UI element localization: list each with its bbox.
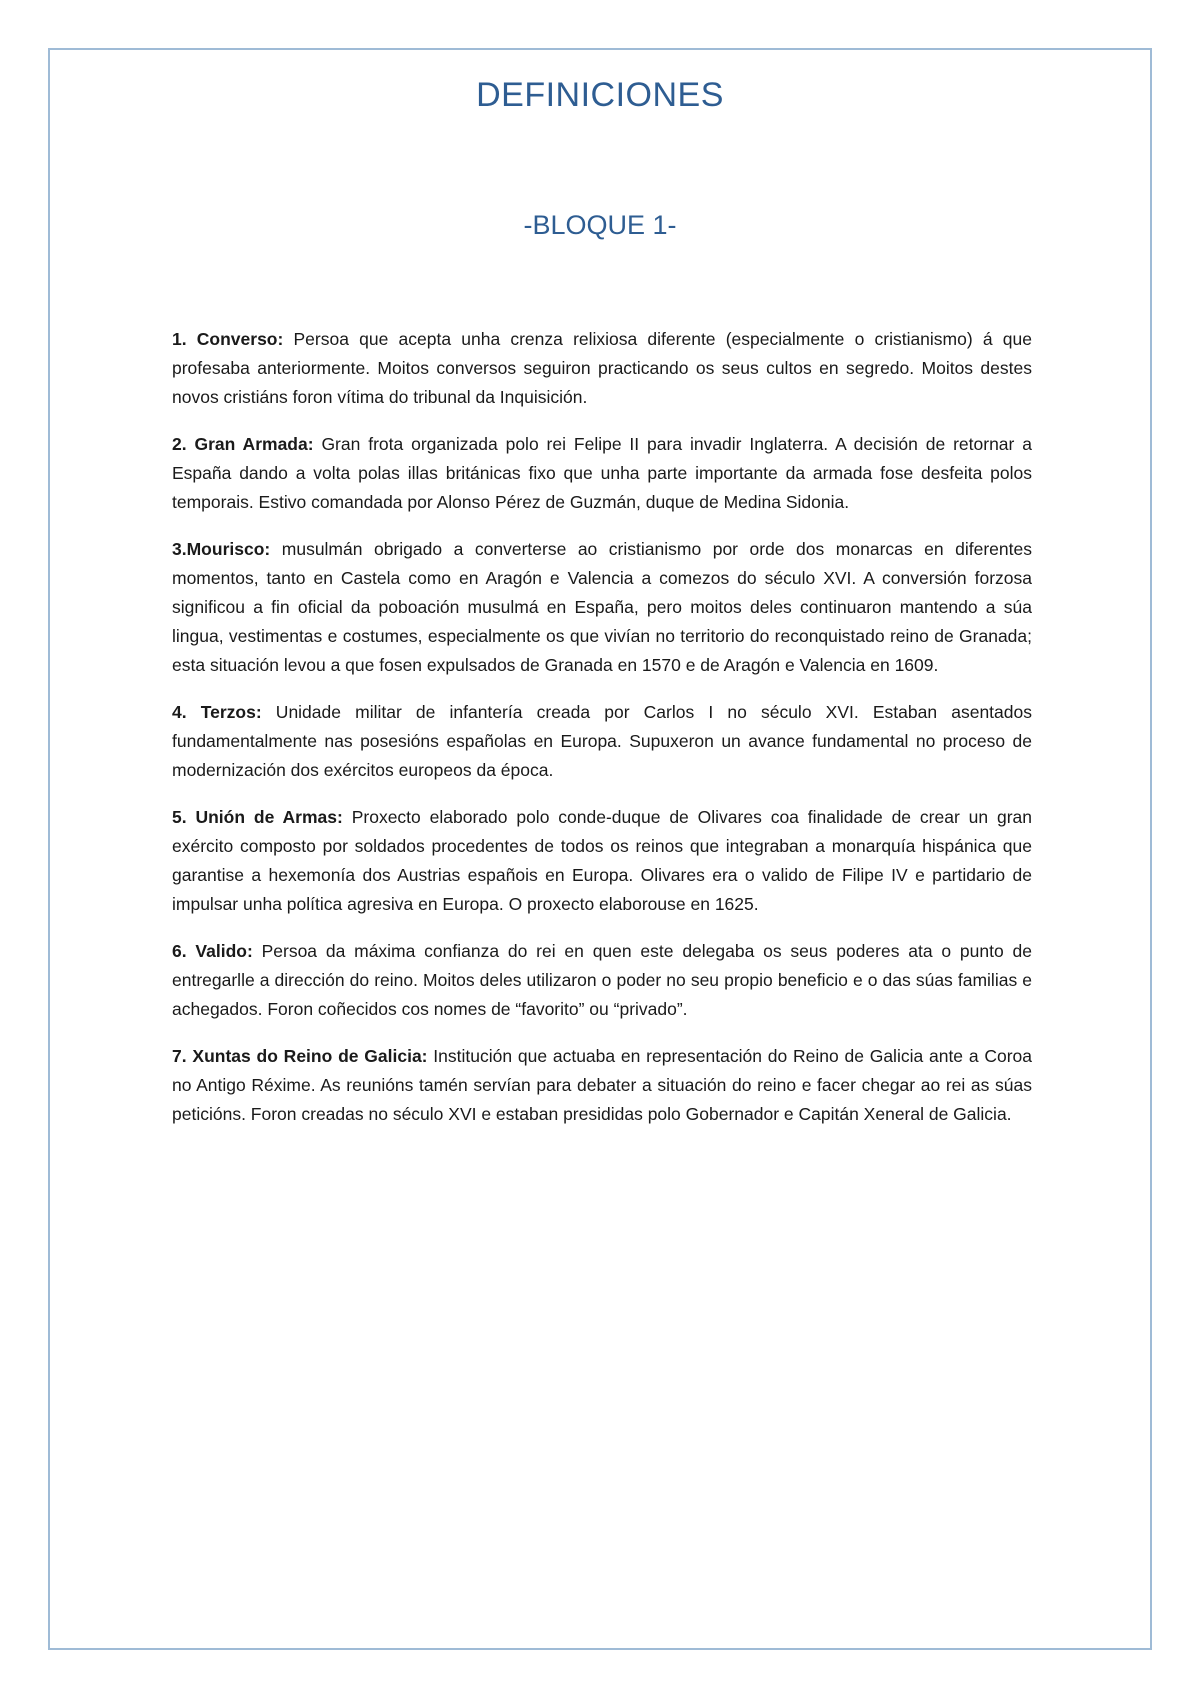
definitions-list <box>172 325 1032 1147</box>
definition-text: Persoa que acepta unha crenza relixiosa diferente (especialmente o cristianismo) á que profesaba anteriormente. Moitos conversos seguiron practicando os seus cultos en segredo. Moitos destes novos cristiáns foron vítima do tribunal da Inquisición. <box>172 329 1032 407</box>
definition-gran-armada <box>172 430 1032 517</box>
definition-xuntas-do-reino-de-galicia <box>172 1042 1032 1129</box>
definition-term: 1. Converso: <box>172 329 284 349</box>
definition-term: 4. Terzos: <box>172 702 262 722</box>
definition-text: Persoa da máxima confianza do rei en quen este delegaba os seus poderes ata o punto de entregarlle a dirección do reino. Moitos deles utilizaron o poder no seu propio beneficio e o das súas familias e achegados. Foron coñecidos cos nomes de “favorito” ou “privado”. <box>172 941 1032 1019</box>
definition-term: 3.Mourisco: <box>172 539 271 559</box>
definition-term: 7. Xuntas do Reino de Galicia: <box>172 1046 428 1066</box>
definition-terzos <box>172 698 1032 785</box>
definition-converso <box>172 325 1032 412</box>
definition-valido <box>172 937 1032 1024</box>
definition-union-de-armas <box>172 803 1032 919</box>
definition-term: 5. Unión de Armas: <box>172 807 343 827</box>
definition-text: Proxecto elaborado polo conde-duque de Olivares coa finalidade de crear un gran exército composto por soldados procedentes de todos os reinos que integraban a monarquía hispánica que garantise a hexemonía dos Austrias españois en Europa. Olivares era o valido de Filipe IV e partidario de impulsar unha política agresiva en Europa. O proxecto elaborouse en 1625. <box>172 807 1032 914</box>
definition-mourisco <box>172 535 1032 680</box>
definition-text: Unidade militar de infantería creada por Carlos I no século XVI. Estaban asentados fundamentalmente nas posesións españolas en Europa. Supuxeron un avance fundamental no proceso de modernización dos exércitos europeos da época. <box>172 702 1032 780</box>
page-title: DEFINICIONES <box>476 76 724 114</box>
definition-text: Institución que actuaba en representación do Reino de Galicia ante a Coroa no Antigo Réxime. As reunións tamén servían para debater a situación do reino e facer chegar ao rei as súas peticións. Foron creadas no século XVI e estaban presididas polo Gobernador e Capitán Xeneral de Galicia. <box>172 1046 1033 1124</box>
definition-text: Gran frota organizada polo rei Felipe II para invadir Inglaterra. A decisión de retornar a España dando a volta polas illas británicas fixo que unha parte importante da armada fose desfeita polos temporais. Estivo comandada por Alonso Pérez de Guzmán, duque de Medina Sidonia. <box>172 434 1032 512</box>
definition-text: musulmán obrigado a converterse ao cristianismo por orde dos monarcas en diferentes momentos, tanto en Castela como en Aragón e Valencia a comezos do século XVI. A conversión forzosa significou a fin oficial da poboación musulmá en España, pero moitos deles continuaron mantendo a súa lingua, vestimentas e costumes, especialmente os que vivían no territorio do reconquistado reino de Granada; esta situación levou a que fosen expulsados de Granada en 1570 e de Aragón e Valencia en 1609. <box>172 539 1032 675</box>
section-subtitle: -BLOQUE 1- <box>523 210 677 240</box>
definition-term: 6. Valido: <box>172 941 253 961</box>
definition-term: 2. Gran Armada: <box>172 434 314 454</box>
